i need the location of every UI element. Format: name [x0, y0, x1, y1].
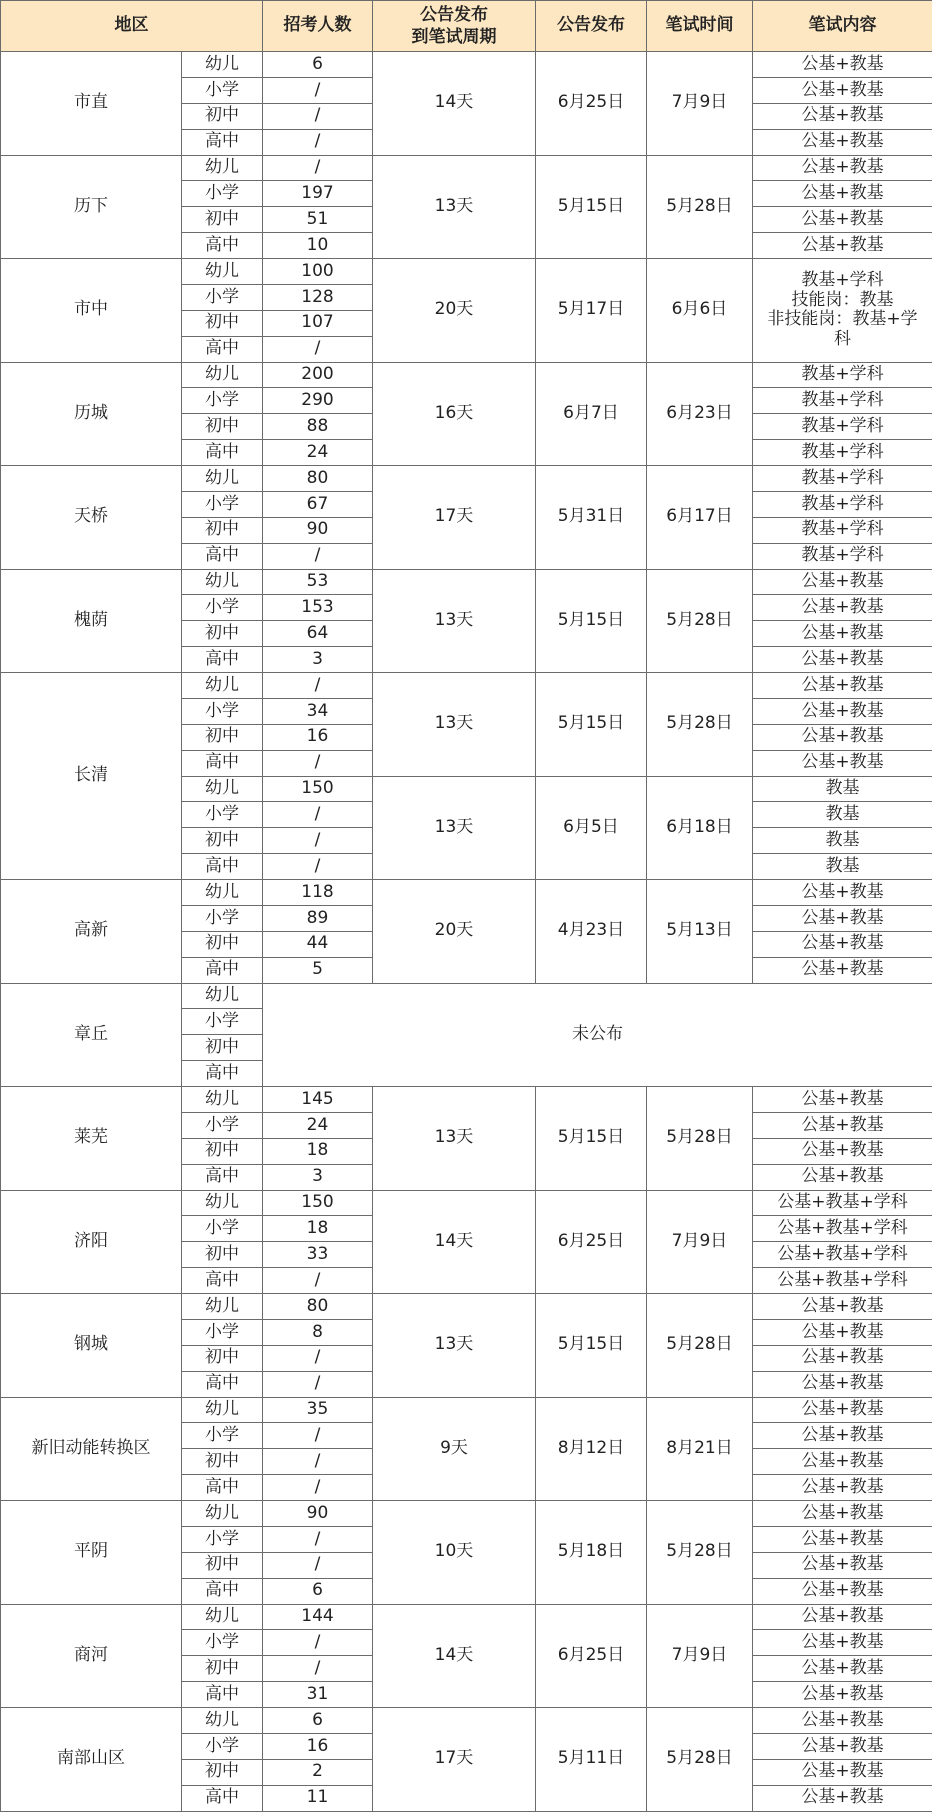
level-cell: 小学 [182, 1630, 263, 1656]
region-name-cell: 商河 [1, 1604, 182, 1708]
level-cell: 初中 [182, 517, 263, 543]
count-cell: 64 [263, 621, 373, 647]
announce-date-cell: 6月25日 [536, 1190, 647, 1294]
exam-content-cell: 教基+学科 [753, 466, 932, 492]
count-cell: 89 [263, 905, 373, 931]
cycle-cell: 14天 [373, 1190, 536, 1294]
count-cell: 80 [263, 1294, 373, 1320]
exam-content-cell: 教基 [753, 828, 932, 854]
cycle-cell: 16天 [373, 362, 536, 466]
count-cell: / [263, 750, 373, 776]
exam-content-cell: 公基+教基 [753, 129, 932, 155]
region-name-cell: 莱芜 [1, 1087, 182, 1191]
exam-content-cell: 公基+教基 [753, 1552, 932, 1578]
cycle-cell: 13天 [373, 569, 536, 673]
level-cell: 小学 [182, 181, 263, 207]
level-cell: 幼儿 [182, 52, 263, 78]
cycle-cell: 13天 [373, 155, 536, 259]
exam-content-cell: 公基+教基 [753, 1112, 932, 1138]
level-cell: 高中 [182, 957, 263, 983]
count-cell: 24 [263, 1112, 373, 1138]
count-cell: / [263, 103, 373, 129]
region-name-cell: 高新 [1, 880, 182, 984]
count-cell: 118 [263, 880, 373, 906]
exam-content-cell: 教基 [753, 854, 932, 880]
header-announce: 公告发布 [536, 1, 647, 52]
header-count: 招考人数 [263, 1, 373, 52]
level-cell: 小学 [182, 1216, 263, 1242]
count-cell: 3 [263, 647, 373, 673]
level-cell: 幼儿 [182, 1294, 263, 1320]
announce-date-cell: 8月12日 [536, 1397, 647, 1501]
level-cell: 幼儿 [182, 1190, 263, 1216]
count-cell: 197 [263, 181, 373, 207]
exam-content-cell: 公基+教基+学科 [753, 1190, 932, 1216]
count-cell: 3 [263, 1164, 373, 1190]
table-row [1, 1190, 932, 1216]
header-cycle-text: 公告发布 到笔试周期 [412, 5, 497, 47]
count-cell: / [263, 1345, 373, 1371]
exam-content-cell: 公基+教基 [753, 181, 932, 207]
exam-content-cell: 公基+教基 [753, 207, 932, 233]
region-name-cell: 新旧动能转换区 [1, 1397, 182, 1501]
count-cell: 34 [263, 698, 373, 724]
table-row [1, 1087, 932, 1113]
exam-content-cell: 教基+学科 [753, 440, 932, 466]
level-cell: 初中 [182, 1035, 263, 1061]
header-cycle [373, 1, 536, 52]
count-cell: 90 [263, 1501, 373, 1527]
exam-content-cell [753, 259, 932, 363]
exam-content-cell: 教基+学科 [753, 543, 932, 569]
count-cell: 31 [263, 1682, 373, 1708]
announce-date-cell: 6月25日 [536, 1604, 647, 1708]
level-cell: 幼儿 [182, 1604, 263, 1630]
level-cell: 初中 [182, 414, 263, 440]
region-name-cell: 南部山区 [1, 1708, 182, 1812]
level-cell: 高中 [182, 543, 263, 569]
exam-date-cell: 5月28日 [647, 673, 753, 777]
announce-date-cell: 5月15日 [536, 155, 647, 259]
count-cell: / [263, 1630, 373, 1656]
exam-content-cell: 公基+教基+学科 [753, 1242, 932, 1268]
exam-content-cell: 公基+教基 [753, 1164, 932, 1190]
count-cell: / [263, 1656, 373, 1682]
level-cell: 高中 [182, 647, 263, 673]
count-cell: 11 [263, 1785, 373, 1811]
announce-date-cell: 5月15日 [536, 1294, 647, 1398]
region-name-cell: 天桥 [1, 466, 182, 570]
level-cell: 初中 [182, 828, 263, 854]
announce-date-cell: 5月18日 [536, 1501, 647, 1605]
exam-content-cell: 公基+教基 [753, 155, 932, 181]
exam-date-cell: 5月28日 [647, 569, 753, 673]
table-row [1, 1397, 932, 1423]
level-cell: 高中 [182, 440, 263, 466]
count-cell: 53 [263, 569, 373, 595]
count-cell: 200 [263, 362, 373, 388]
count-cell: / [263, 1552, 373, 1578]
exam-content-cell: 公基+教基 [753, 1138, 932, 1164]
count-cell: 290 [263, 388, 373, 414]
exam-content-cell: 公基+教基 [753, 595, 932, 621]
level-cell: 幼儿 [182, 880, 263, 906]
count-cell: 107 [263, 310, 373, 336]
exam-content-cell: 公基+教基 [753, 1785, 932, 1811]
cycle-cell: 17天 [373, 1708, 536, 1812]
level-cell: 高中 [182, 1061, 263, 1087]
exam-content-cell: 公基+教基 [753, 52, 932, 78]
exam-content-cell: 教基+学科 [753, 414, 932, 440]
level-cell: 小学 [182, 1009, 263, 1035]
exam-content-cell: 公基+教基 [753, 1294, 932, 1320]
region-name-cell: 钢城 [1, 1294, 182, 1398]
exam-content-cell: 公基+教基+学科 [753, 1268, 932, 1294]
exam-date-cell: 6月23日 [647, 362, 753, 466]
exam-content-cell: 教基 [753, 802, 932, 828]
exam-content-cell: 公基+教基 [753, 1319, 932, 1345]
announce-date-cell: 5月31日 [536, 466, 647, 570]
region-name-cell: 历下 [1, 155, 182, 259]
count-cell: / [263, 1475, 373, 1501]
exam-content-cell: 公基+教基 [753, 1759, 932, 1785]
exam-content-cell: 公基+教基 [753, 1397, 932, 1423]
count-cell: 2 [263, 1759, 373, 1785]
exam-date-cell: 6月6日 [647, 259, 753, 363]
cycle-cell: 13天 [373, 673, 536, 777]
level-cell: 初中 [182, 1242, 263, 1268]
count-cell: 144 [263, 1604, 373, 1630]
exam-content-cell: 公基+教基 [753, 931, 932, 957]
announce-date-cell: 5月15日 [536, 1087, 647, 1191]
exam-content-cell: 公基+教基 [753, 647, 932, 673]
level-cell: 小学 [182, 1733, 263, 1759]
count-cell: 16 [263, 724, 373, 750]
count-cell: 128 [263, 284, 373, 310]
count-cell: 5 [263, 957, 373, 983]
count-cell: 10 [263, 233, 373, 259]
count-cell: 153 [263, 595, 373, 621]
level-cell: 小学 [182, 1112, 263, 1138]
cycle-cell: 20天 [373, 880, 536, 984]
exam-content-cell: 公基+教基 [753, 1604, 932, 1630]
exam-content-cell: 教基+学科 [753, 517, 932, 543]
level-cell: 幼儿 [182, 569, 263, 595]
level-cell: 高中 [182, 1578, 263, 1604]
exam-content-cell: 教基+学科 [753, 491, 932, 517]
table-row [1, 983, 932, 1009]
exam-date-cell: 6月17日 [647, 466, 753, 570]
level-cell: 小学 [182, 698, 263, 724]
region-name-cell: 济阳 [1, 1190, 182, 1294]
exam-content-cell: 公基+教基 [753, 905, 932, 931]
table-row [1, 1294, 932, 1320]
level-cell: 小学 [182, 1526, 263, 1552]
level-cell: 小学 [182, 802, 263, 828]
table-body [1, 52, 932, 1812]
count-cell: / [263, 1423, 373, 1449]
level-cell: 幼儿 [182, 259, 263, 285]
exam-content-cell: 公基+教基 [753, 1708, 932, 1734]
level-cell: 高中 [182, 233, 263, 259]
level-cell: 小学 [182, 388, 263, 414]
table-row [1, 155, 932, 181]
announce-date-cell: 6月7日 [536, 362, 647, 466]
level-cell: 小学 [182, 595, 263, 621]
level-cell: 高中 [182, 1682, 263, 1708]
count-cell: 8 [263, 1319, 373, 1345]
count-cell: 88 [263, 414, 373, 440]
exam-content-cell: 公基+教基 [753, 673, 932, 699]
cycle-cell: 13天 [373, 1294, 536, 1398]
level-cell: 高中 [182, 1164, 263, 1190]
level-cell: 幼儿 [182, 1708, 263, 1734]
level-cell: 高中 [182, 129, 263, 155]
level-cell: 幼儿 [182, 155, 263, 181]
count-cell: / [263, 543, 373, 569]
count-cell: 51 [263, 207, 373, 233]
table-row [1, 880, 932, 906]
level-cell: 幼儿 [182, 1087, 263, 1113]
exam-date-cell: 7月9日 [647, 1604, 753, 1708]
level-cell: 幼儿 [182, 983, 263, 1009]
header-region: 地区 [1, 1, 263, 52]
count-cell: 150 [263, 1190, 373, 1216]
table-row [1, 569, 932, 595]
level-cell: 幼儿 [182, 362, 263, 388]
exam-date-cell: 5月28日 [647, 1087, 753, 1191]
level-cell: 小学 [182, 491, 263, 517]
cycle-cell: 13天 [373, 1087, 536, 1191]
table-row [1, 1604, 932, 1630]
exam-content-cell: 公基+教基 [753, 724, 932, 750]
count-cell: 35 [263, 1397, 373, 1423]
announce-date-cell: 6月5日 [536, 776, 647, 880]
exam-content-cell: 公基+教基 [753, 957, 932, 983]
exam-content-cell: 公基+教基 [753, 233, 932, 259]
announce-date-cell: 5月15日 [536, 673, 647, 777]
count-cell: 16 [263, 1733, 373, 1759]
exam-content-cell: 公基+教基 [753, 698, 932, 724]
exam-date-cell: 6月18日 [647, 776, 753, 880]
count-cell: / [263, 1526, 373, 1552]
level-cell: 初中 [182, 1759, 263, 1785]
exam-content-cell: 公基+教基 [753, 77, 932, 103]
count-cell: 6 [263, 1578, 373, 1604]
region-name-cell: 槐荫 [1, 569, 182, 673]
cycle-cell: 13天 [373, 776, 536, 880]
level-cell: 小学 [182, 284, 263, 310]
table-row [1, 1708, 932, 1734]
level-cell: 初中 [182, 621, 263, 647]
count-cell: / [263, 1371, 373, 1397]
region-name-cell: 市中 [1, 259, 182, 363]
exam-content-cell: 公基+教基 [753, 1345, 932, 1371]
header-row [1, 1, 932, 52]
region-name-cell: 历城 [1, 362, 182, 466]
announce-date-cell: 5月15日 [536, 569, 647, 673]
exam-content-text: 教基+学科 技能岗：教基 非技能岗：教基+学 科 [767, 270, 917, 349]
exam-content-cell: 公基+教基 [753, 1449, 932, 1475]
announce-date-cell: 5月17日 [536, 259, 647, 363]
count-cell: 24 [263, 440, 373, 466]
level-cell: 高中 [182, 336, 263, 362]
exam-content-cell: 教基 [753, 776, 932, 802]
exam-content-cell: 公基+教基+学科 [753, 1216, 932, 1242]
exam-content-cell: 公基+教基 [753, 1733, 932, 1759]
exam-content-cell: 公基+教基 [753, 1526, 932, 1552]
level-cell: 幼儿 [182, 673, 263, 699]
level-cell: 初中 [182, 1656, 263, 1682]
level-cell: 小学 [182, 1423, 263, 1449]
exam-content-cell: 公基+教基 [753, 1682, 932, 1708]
exam-content-cell: 公基+教基 [753, 1371, 932, 1397]
exam-content-cell: 公基+教基 [753, 1656, 932, 1682]
header-exam-time: 笔试时间 [647, 1, 753, 52]
table-row [1, 259, 932, 285]
cycle-cell: 9天 [373, 1397, 536, 1501]
cycle-cell: 17天 [373, 466, 536, 570]
exam-date-cell: 5月28日 [647, 155, 753, 259]
exam-content-cell: 教基+学科 [753, 388, 932, 414]
count-cell: 44 [263, 931, 373, 957]
table-row [1, 466, 932, 492]
count-cell: 33 [263, 1242, 373, 1268]
count-cell: 100 [263, 259, 373, 285]
level-cell: 初中 [182, 207, 263, 233]
count-cell: / [263, 1449, 373, 1475]
region-name-cell: 平阴 [1, 1501, 182, 1605]
count-cell: / [263, 854, 373, 880]
level-cell: 幼儿 [182, 1397, 263, 1423]
level-cell: 幼儿 [182, 1501, 263, 1527]
level-cell: 初中 [182, 1552, 263, 1578]
count-cell: / [263, 155, 373, 181]
count-cell: / [263, 802, 373, 828]
exam-date-cell: 5月28日 [647, 1501, 753, 1605]
exam-date-cell: 8月21日 [647, 1397, 753, 1501]
cycle-cell: 14天 [373, 52, 536, 156]
exam-content-cell: 公基+教基 [753, 750, 932, 776]
count-cell: 90 [263, 517, 373, 543]
count-cell: / [263, 828, 373, 854]
level-cell: 高中 [182, 1268, 263, 1294]
count-cell: 150 [263, 776, 373, 802]
exam-date-cell: 7月9日 [647, 1190, 753, 1294]
level-cell: 高中 [182, 1785, 263, 1811]
level-cell: 初中 [182, 103, 263, 129]
exam-date-cell: 5月28日 [647, 1708, 753, 1812]
count-cell: / [263, 673, 373, 699]
exam-content-cell: 公基+教基 [753, 1630, 932, 1656]
count-cell: 18 [263, 1216, 373, 1242]
exam-content-cell: 公基+教基 [753, 1423, 932, 1449]
table-row [1, 362, 932, 388]
exam-date-cell: 5月28日 [647, 1294, 753, 1398]
cycle-cell: 20天 [373, 259, 536, 363]
exam-content-cell: 公基+教基 [753, 1475, 932, 1501]
count-cell: 6 [263, 52, 373, 78]
announce-date-cell: 4月23日 [536, 880, 647, 984]
exam-content-cell: 公基+教基 [753, 1578, 932, 1604]
count-cell: / [263, 77, 373, 103]
level-cell: 小学 [182, 1319, 263, 1345]
level-cell: 初中 [182, 724, 263, 750]
exam-content-cell: 公基+教基 [753, 569, 932, 595]
cycle-cell: 14天 [373, 1604, 536, 1708]
exam-date-cell: 7月9日 [647, 52, 753, 156]
level-cell: 高中 [182, 1475, 263, 1501]
level-cell: 初中 [182, 310, 263, 336]
level-cell: 小学 [182, 905, 263, 931]
table-row [1, 673, 932, 699]
level-cell: 初中 [182, 1138, 263, 1164]
exam-content-cell: 教基+学科 [753, 362, 932, 388]
table-row [1, 52, 932, 78]
exam-date-cell: 5月13日 [647, 880, 753, 984]
level-cell: 小学 [182, 77, 263, 103]
level-cell: 幼儿 [182, 466, 263, 492]
count-cell: / [263, 129, 373, 155]
region-name-cell: 市直 [1, 52, 182, 156]
level-cell: 初中 [182, 931, 263, 957]
count-cell: 6 [263, 1708, 373, 1734]
count-cell: 18 [263, 1138, 373, 1164]
table-row [1, 1501, 932, 1527]
exam-content-cell: 公基+教基 [753, 621, 932, 647]
count-cell: / [263, 1268, 373, 1294]
level-cell: 高中 [182, 1371, 263, 1397]
count-cell: 80 [263, 466, 373, 492]
count-cell: 145 [263, 1087, 373, 1113]
region-name-cell: 长清 [1, 673, 182, 880]
count-cell: / [263, 336, 373, 362]
level-cell: 幼儿 [182, 776, 263, 802]
exam-content-cell: 公基+教基 [753, 1501, 932, 1527]
exam-content-cell: 公基+教基 [753, 1087, 932, 1113]
exam-content-cell: 公基+教基 [753, 880, 932, 906]
level-cell: 高中 [182, 750, 263, 776]
announce-date-cell: 5月11日 [536, 1708, 647, 1812]
level-cell: 高中 [182, 854, 263, 880]
exam-content-cell: 公基+教基 [753, 103, 932, 129]
unpublished-cell: 未公布 [263, 983, 932, 1087]
count-cell: 67 [263, 491, 373, 517]
cycle-cell: 10天 [373, 1501, 536, 1605]
region-name-cell: 章丘 [1, 983, 182, 1087]
announce-date-cell: 6月25日 [536, 52, 647, 156]
header-exam-content: 笔试内容 [753, 1, 932, 52]
level-cell: 初中 [182, 1449, 263, 1475]
level-cell: 初中 [182, 1345, 263, 1371]
